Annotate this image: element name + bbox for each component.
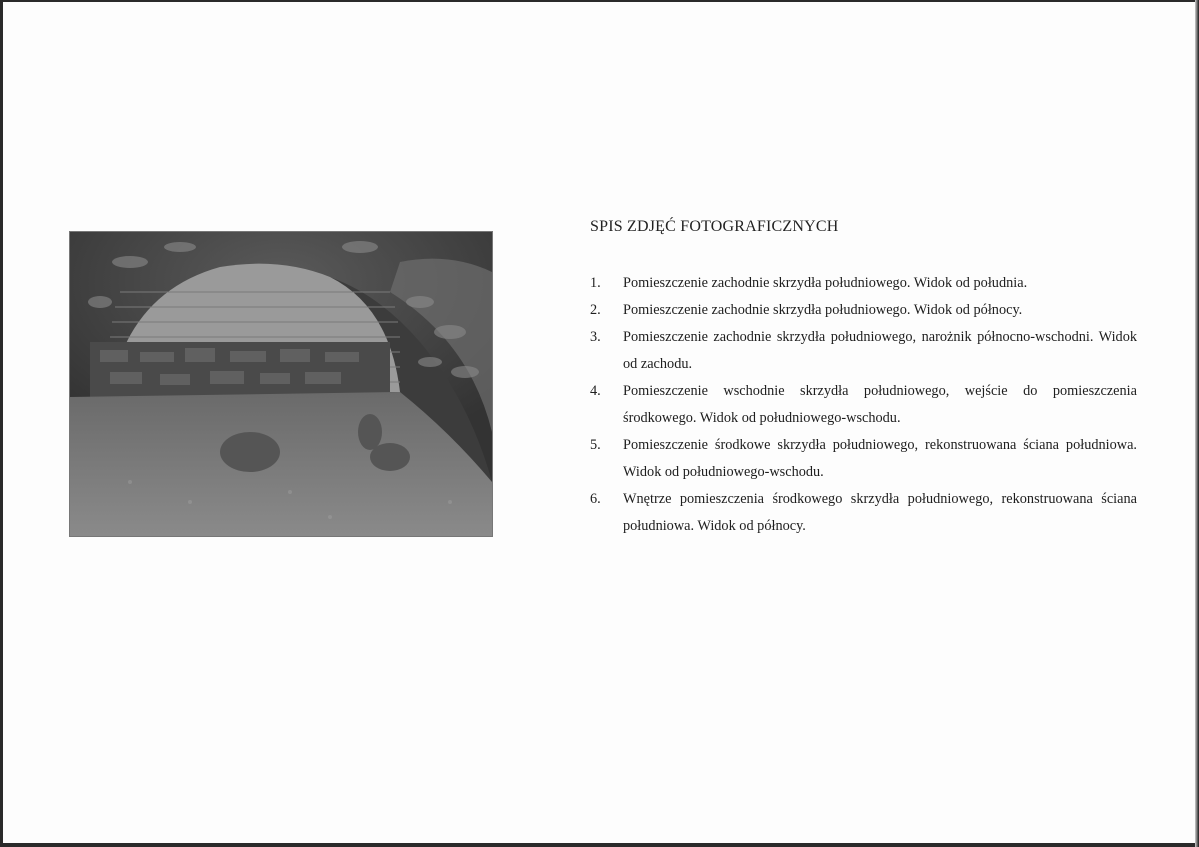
- document-page: [3, 2, 1195, 843]
- photo-list: [590, 270, 1137, 540]
- list-item-text: Pomieszczenie wschodnie skrzydła południowego, wejście do pomieszczenia środkowego. Widok od południowego-wschodu.: [623, 383, 1137, 426]
- list-item: [590, 432, 1137, 486]
- list-item-text: Pomieszczenie środkowe skrzydła południowego, rekonstruowana ściana południowa. Widok od południowego-wschodu.: [623, 437, 1137, 480]
- list-item-number: 5.: [590, 437, 601, 453]
- list-item: [590, 270, 1137, 297]
- list-item-number: 2.: [590, 302, 601, 318]
- cellar-photo: [70, 232, 492, 536]
- list-item-number: 6.: [590, 491, 601, 507]
- list-item: [590, 486, 1137, 540]
- list-item-number: 3.: [590, 329, 601, 345]
- list-item: [590, 297, 1137, 324]
- scan-edge: [1195, 0, 1199, 847]
- cellar-photo-image: [70, 232, 492, 536]
- list-item: [590, 378, 1137, 432]
- list-item-text: Pomieszczenie zachodnie skrzydła południowego. Widok od południa.: [623, 275, 1028, 291]
- list-item-text: Wnętrze pomieszczenia środkowego skrzydła południowego, rekonstruowana ściana południowa. Widok od północy.: [623, 491, 1137, 534]
- document-title: SPIS ZDJĘĆ FOTOGRAFICZNYCH: [590, 218, 839, 235]
- list-item-number: 4.: [590, 383, 601, 399]
- list-item-number: 1.: [590, 275, 601, 291]
- list-item: [590, 324, 1137, 378]
- list-item-text: Pomieszczenie zachodnie skrzydła południowego. Widok od północy.: [623, 302, 1023, 318]
- list-item-text: Pomieszczenie zachodnie skrzydła południowego, narożnik północno-wschodni. Widok od zachodu.: [623, 329, 1137, 372]
